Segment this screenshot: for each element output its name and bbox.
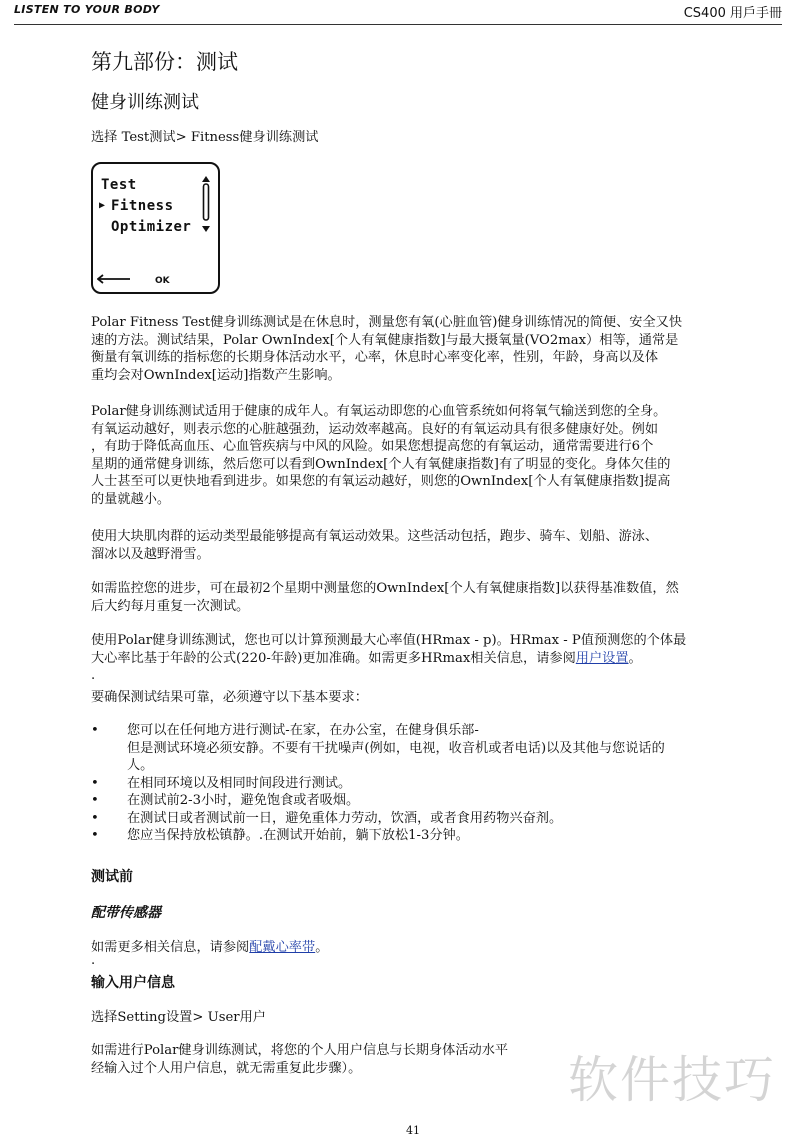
- watermark-text: 软件技巧: [568, 1051, 776, 1109]
- manual-title: CS400 用戶手冊: [683, 6, 782, 21]
- text-line: 人士甚至可以更快地看到进步。如果您的有氧运动越好，则您的OwnIndex[个人有氧健康指数]提高: [91, 474, 671, 489]
- back-arrow-icon: [97, 274, 131, 284]
- text-line: 但是测试环境必须安静。不要有干扰噪声(例如，电视，收音机或者电话)以及其他与您说话的: [127, 740, 665, 756]
- text-line: 人。: [127, 758, 154, 773]
- paragraph-fitness-test-intro: [91, 314, 739, 384]
- dot-mark: .: [91, 953, 96, 968]
- text-line: 的量就越小。: [91, 491, 171, 507]
- ok-label: OK: [155, 276, 170, 286]
- wear-heart-rate-strap-link[interactable]: 配戴心率带: [249, 940, 316, 955]
- before-test-heading: 测试前: [91, 869, 133, 885]
- dot-mark: .: [91, 668, 96, 683]
- bullet: •: [91, 810, 99, 826]
- menu-path: 选择 Test测试> Fitness健身训练测试: [91, 130, 319, 145]
- text-line: 如需进行Polar健身训练测试，将您的个人用户信息与长期身体活动水平: [91, 1043, 509, 1058]
- text-line: 经输入过个人用户信息，就无需重复此步骤）。: [91, 1060, 362, 1076]
- text-line: Polar Fitness Test健身训练测试是在休息时，测量您有氧(心脏血管)健身训练情况的简便、安全又快: [91, 315, 683, 330]
- subsection-title: 健身训练测试: [91, 92, 199, 113]
- list-item: [91, 827, 741, 845]
- list-item: [91, 810, 741, 828]
- user-settings-link[interactable]: 用户设置: [575, 650, 629, 666]
- bullet: •: [91, 775, 99, 791]
- text-line: 在相同环境以及相同时间段进行测试。: [127, 775, 352, 791]
- bullet: •: [91, 723, 99, 738]
- text-line: 使用大块肌肉群的运动类型最能够提高有氧运动效果。这些活动包括，跑步、骑车、划船、游泳、: [91, 529, 659, 544]
- requirements-intro: 要确保测试结果可靠，必须遵守以下基本要求：: [91, 690, 368, 705]
- text-line: [91, 650, 739, 668]
- text-line: 有氧运动越好，则表示您的心脏越强劲，运动效率越高。良好的有氧运动具有很多健康好处。例如: [91, 421, 659, 437]
- section-title: 第九部份：测试: [91, 50, 238, 74]
- text-line: 您可以在任何地方进行测试-在家，在办公室，在健身俱乐部-: [127, 723, 479, 738]
- bullet: •: [91, 793, 99, 808]
- device-line-test: Test: [101, 177, 137, 193]
- user-info-path: 选择Setting设置> User用户: [91, 1010, 266, 1025]
- user-info-heading: 输入用户信息: [91, 975, 175, 991]
- sensor-text: [91, 936, 328, 955]
- text-line: 在测试前2-3小时，避免饱食或者吸烟。: [127, 793, 360, 808]
- scroll-indicator-icon: [201, 176, 211, 232]
- text-line: 如需监控您的进步，可在最初2个星期中测量您的OwnIndex[个人有氧健康指数]以获得基准数值，然: [91, 581, 679, 596]
- paragraph-user-info: [91, 1042, 571, 1077]
- text-line: Polar健身训练测试适用于健康的成年人。有氧运动即您的心血管系统如何将氧气输送到您的全身。: [91, 404, 667, 419]
- page-header: [14, 0, 782, 25]
- text-fragment: 大心率比基于年龄的公式(220-年龄)更加准确。如需更多HRmax相关信息，请参阅: [91, 650, 576, 666]
- requirements-list: [91, 722, 741, 845]
- text-fragment: 如需更多相关信息，请参阅: [91, 940, 250, 955]
- text-line: 星期的通常健身训练，然后您可以看到OwnIndex[个人有氧健康指数]有了明显的变化。身体欠佳的: [91, 456, 671, 472]
- paragraph-monitor-progress: [91, 580, 739, 615]
- device-line-fitness: Fitness: [111, 198, 174, 214]
- paragraph-activity-types: [91, 528, 739, 563]
- text-line: 重均会对OwnIndex[运动]指数产生影响。: [91, 367, 341, 383]
- text-line: ，有助于降低高血压、心血管疾病与中风的风险。如果您想提高您的有氧运动，通常需要进行6个: [91, 439, 654, 454]
- selection-arrow-icon: ▶: [99, 200, 106, 211]
- text-line: 在测试日或者测试前一日，避免重体力劳动，饮酒，或者食用药物兴奋剂。: [127, 810, 563, 826]
- page-number: 41: [406, 1124, 420, 1137]
- bullet: •: [91, 828, 99, 843]
- text-fragment: 。: [315, 940, 329, 955]
- device-line-optimizer: Optimizer: [111, 219, 192, 235]
- paragraph-aerobic-fitness: [91, 403, 739, 508]
- text-line: 您应当保持放松镇静。.在测试开始前，躺下放松1-3分钟。: [127, 828, 469, 843]
- paragraph-hrmax: [91, 632, 739, 667]
- brand-logo-text: LISTEN TO YOUR BODY: [14, 3, 160, 16]
- text-fragment: 。: [628, 650, 642, 666]
- text-line: 使用Polar健身训练测试，您也可以计算预测最大心率值(HRmax - p)。HRmax - P值预测您的个体最: [91, 633, 687, 648]
- text-line: 后大约每月重复一次测试。: [91, 598, 250, 614]
- text-line: 速的方法。测试结果，Polar OwnIndex[个人有氧健康指数]与最大摄氧量(VO2max）相等，通常是: [91, 332, 679, 348]
- list-item: [91, 722, 741, 775]
- device-screen-illustration: [91, 162, 220, 294]
- list-item: [91, 792, 741, 810]
- text-line: 溜冰以及越野滑雪。: [91, 546, 210, 562]
- list-item: [91, 775, 741, 793]
- sensor-heading: 配带传感器: [91, 905, 161, 921]
- text-line: 衡量有氧训练的指标您的长期身体活动水平，心率，休息时心率变化率，性别，年龄，身高以及体: [91, 350, 659, 365]
